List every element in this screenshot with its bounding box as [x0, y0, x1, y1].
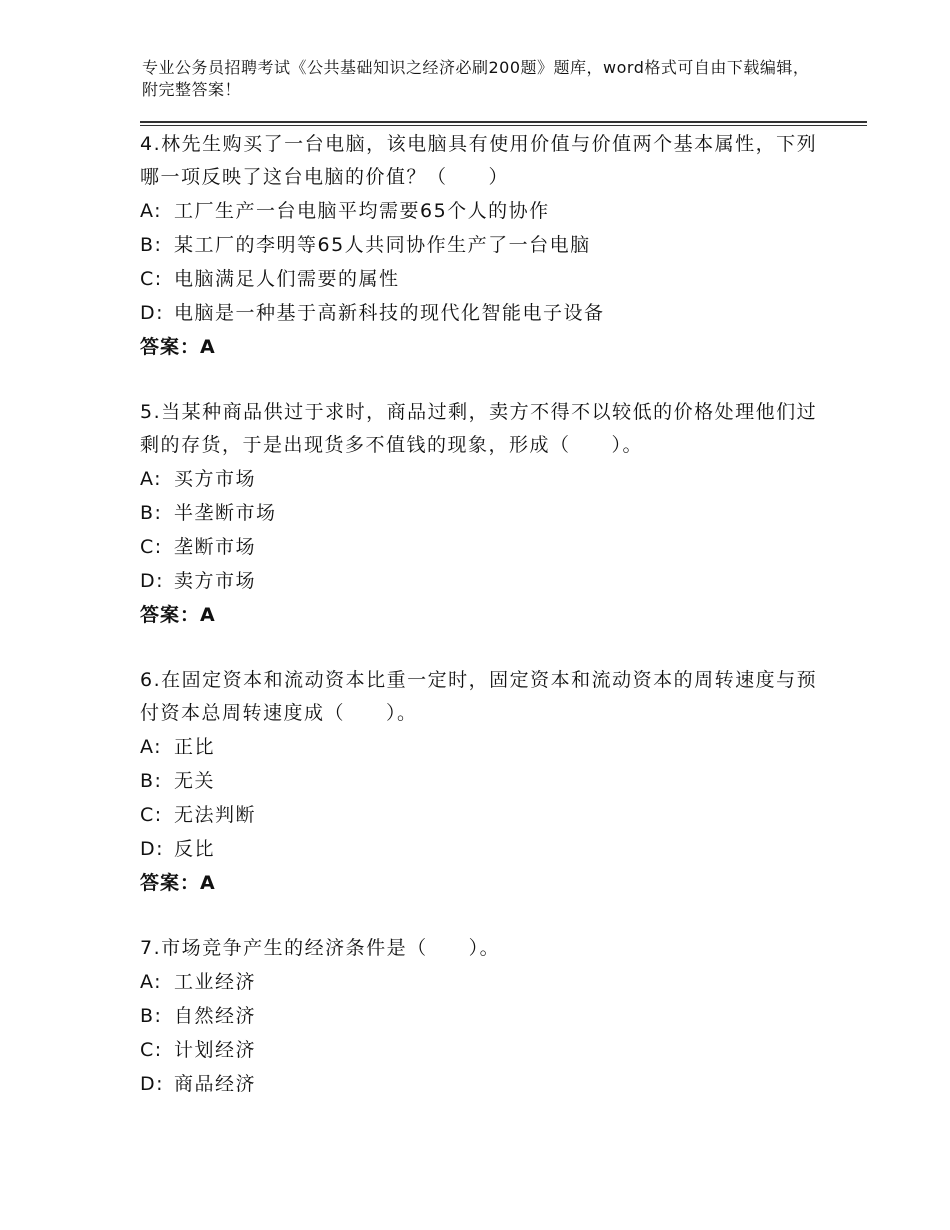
- option-d: [140, 832, 820, 866]
- option-text: 电脑是一种基于高新科技的现代化智能电子设备: [174, 302, 605, 324]
- option-c: [140, 262, 820, 296]
- question-stem: 5.当某种商品供过于求时，商品过剩，卖方不得不以较低的价格处理他们过剩的存货，于是出现货多不值钱的现象，形成（ ）。: [140, 401, 818, 456]
- option-label: C:: [140, 536, 163, 558]
- option-text: 无法判断: [174, 804, 257, 826]
- question-list: [140, 127, 820, 1101]
- header-rule-thick: [140, 121, 867, 123]
- option-text: 自然经济: [174, 1005, 257, 1027]
- question-7: [140, 931, 820, 1101]
- option-text: 工业经济: [174, 971, 257, 993]
- option-label: B:: [140, 234, 163, 256]
- option-text: 半垄断市场: [174, 502, 277, 524]
- option-d: [140, 564, 820, 598]
- option-label: D:: [140, 1073, 165, 1095]
- option-label: A:: [140, 200, 163, 222]
- option-b: [140, 496, 820, 530]
- option-c: [140, 1033, 820, 1067]
- option-d: [140, 1067, 820, 1101]
- option-text: 垄断市场: [174, 536, 257, 558]
- option-text: 无关: [174, 770, 216, 792]
- option-label: B:: [140, 770, 163, 792]
- option-text: 计划经济: [174, 1039, 257, 1061]
- answer: 答案：A: [140, 604, 216, 626]
- option-label: D:: [140, 570, 165, 592]
- option-b: [140, 764, 820, 798]
- option-a: [140, 965, 820, 999]
- option-label: A:: [140, 971, 163, 993]
- header-rule-thin: [140, 125, 867, 126]
- document-header: 专业公务员招聘考试《公共基础知识之经济必刷200题》题库，word格式可自由下载编辑，附完整答案！: [142, 58, 810, 99]
- option-label: C:: [140, 1039, 163, 1061]
- question-stem: 7.市场竞争产生的经济条件是（ ）。: [140, 937, 501, 959]
- option-label: A:: [140, 736, 163, 758]
- option-b: [140, 228, 820, 262]
- option-label: D:: [140, 302, 165, 324]
- option-a: [140, 730, 820, 764]
- option-d: [140, 296, 820, 330]
- option-a: [140, 462, 820, 496]
- option-label: B:: [140, 502, 163, 524]
- option-text: 电脑满足人们需要的属性: [174, 268, 400, 290]
- question-stem: 6.在固定资本和流动资本比重一定时，固定资本和流动资本的周转速度与预付资本总周转速度成（ ）。: [140, 669, 818, 724]
- option-label: A:: [140, 468, 163, 490]
- option-a: [140, 194, 820, 228]
- option-text: 卖方市场: [174, 570, 257, 592]
- option-label: C:: [140, 804, 163, 826]
- question-5: [140, 395, 820, 632]
- option-c: [140, 530, 820, 564]
- option-label: C:: [140, 268, 163, 290]
- option-label: B:: [140, 1005, 163, 1027]
- option-text: 某工厂的李明等65人共同协作生产了一台电脑: [174, 234, 591, 256]
- question-stem: 4.林先生购买了一台电脑，该电脑具有使用价值与价值两个基本属性，下列哪一项反映了这台电脑的价值？（ ）: [140, 133, 818, 188]
- option-text: 正比: [174, 736, 216, 758]
- option-text: 买方市场: [174, 468, 257, 490]
- answer: 答案：A: [140, 336, 216, 358]
- option-label: D:: [140, 838, 165, 860]
- answer: 答案：A: [140, 872, 216, 894]
- option-text: 工厂生产一台电脑平均需要65个人的协作: [174, 200, 550, 222]
- question-4: [140, 127, 820, 364]
- option-b: [140, 999, 820, 1033]
- option-text: 反比: [174, 838, 216, 860]
- option-c: [140, 798, 820, 832]
- question-6: [140, 663, 820, 900]
- option-text: 商品经济: [174, 1073, 257, 1095]
